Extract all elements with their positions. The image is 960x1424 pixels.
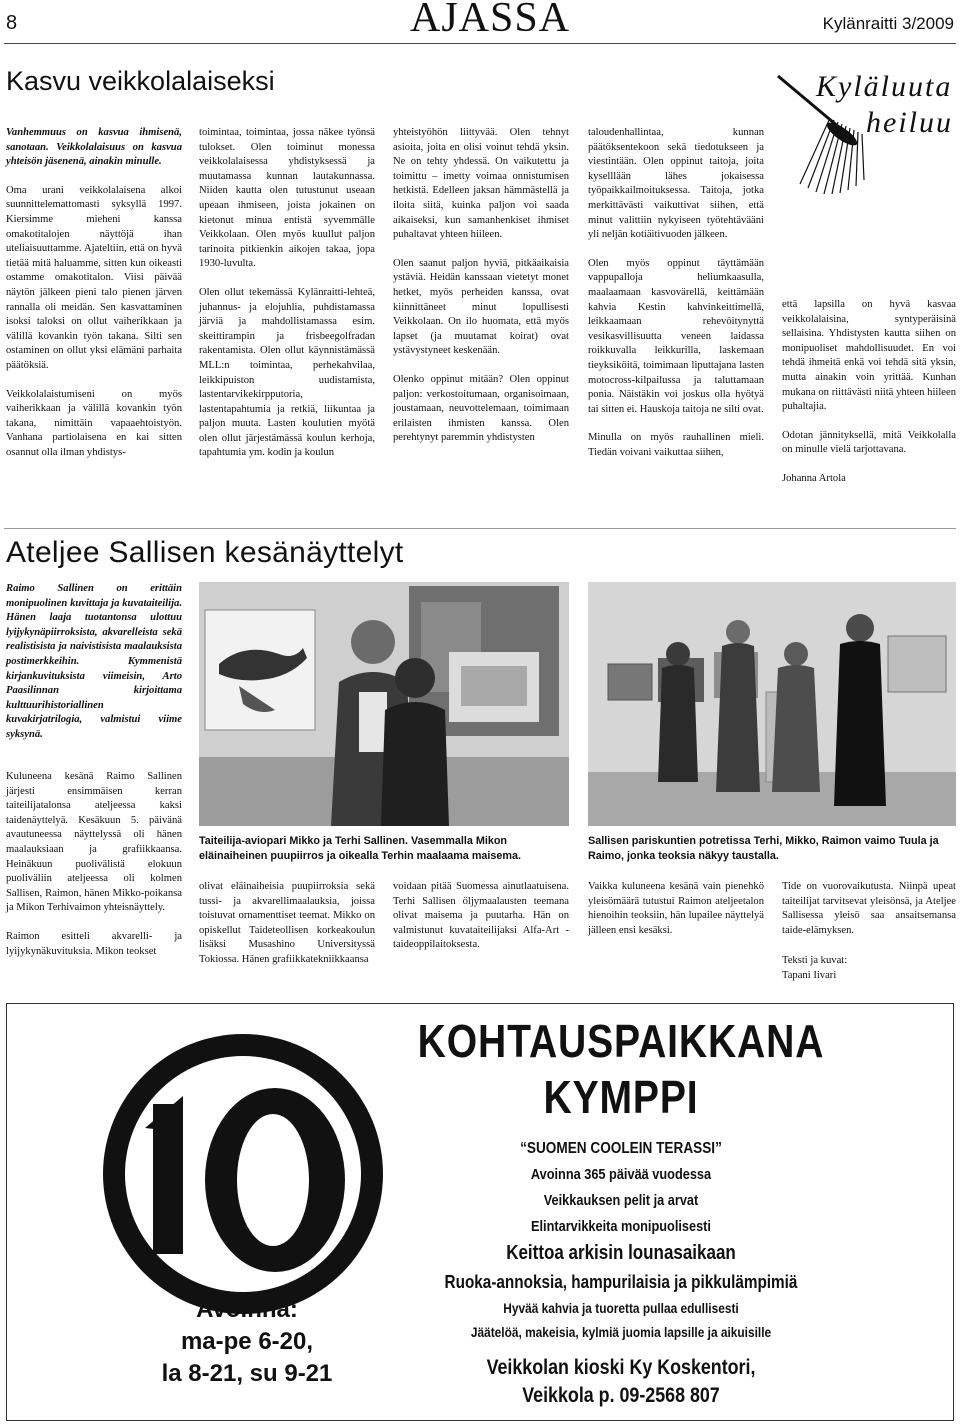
article2-col2-p1: olivat eläinaiheisia puupiirroksia sekä tussi- ja akvarellimaalauksia, joissa toistuvat ornamenttiset teemat. Mikko on opiskellut Taideteollisen korkeakoulun lisäksi Musashino Universityssä Tokiossa. Hänen grafiikkatekniikkaansa [199, 881, 375, 965]
article1-col3 [393, 126, 569, 446]
article2-col4 [588, 880, 764, 938]
article1-col5-p2: Odotan jännityksellä, mitä Veikkolalla on minulle vielä tarjottavana. [782, 429, 956, 456]
article1-col2-p1: toimintaa, toimintaa, jossa näkee työnsä tulokset. Olen toiminut monessa veikkolalaisessa yhdistyksessä ja muutamassa kunnan lautakunnassa. Niiden kautta olen tutustunut useaan upeaan ihmiseen, joista jokainen on kietonut minua entistä syvemmälle Veikkolaan. Olen myös kuullut paljon tarinoita pitkienkin aikojen takaa, jopa 1930-luvulta. [199, 127, 375, 270]
photo-mikko-terhi [199, 582, 569, 826]
logo-text-2: heiluu [866, 106, 953, 139]
article2-credit-1: Teksti ja kuvat: [782, 955, 848, 967]
article2-col5 [782, 880, 956, 984]
article1-title: Kasvu veikkolalaiseksi [6, 66, 275, 96]
ad-line-terassi: “SUOMEN COOLEIN TERASSI” [520, 1140, 722, 1157]
article1-lead: Vanhemmuus on kasvua ihmisenä, sanotaan. Veikkolalaisuus on kasvua yhteisön jäsenenä, ainakin minulle. [6, 127, 182, 168]
article1-col3-p3: Olenko oppinut mitään? Olen oppinut paljon: verkostoitumaan, organisoimaan, joustamaan, neuvottelemaan, toimimaan erilaisten ihmisten kanssa. Olen perehtynyt paremmin yhdistysten [393, 373, 569, 444]
article2-lead-col [6, 582, 182, 743]
ad-title-1: KOHTAUSPAIKKANA [417, 1015, 825, 1067]
article1-col5-p1: että lapsilla on hyvä kasvaa veikkolalaisina, syntyperäisinä sellaisina. Yhdistysten kautta siihen on monipuoliset mahdollisuudet. En voi tehdä ihmeitä enkä voi tehdä sitä yksin, mutta ainakin voin yrittää. Kunhan mukana on riittävästi niitä yhteen hiileen puhaltajia. [782, 299, 956, 413]
ad-line-keittoa: Keittoa arkisin lounasaikaan [506, 1242, 736, 1264]
header-rule [4, 43, 956, 44]
article2-title: Ateljee Sallisen kesänäyttelyt [6, 536, 404, 569]
article1-col4-p1: taloudenhallintaa, kunnan päätöksentekoon sekä tiedotukseen ja viestintään. Olen oppinut taitoja, joita kyselllään lähes jokaisessa työpaikkailmoituksessa. Taitoja, jotka merkittävästi vaikuttivat siihen, että minut valittiin nykyiseen työtehtävääni yli neljän kotiäitivuoden jälkeen. [588, 127, 764, 241]
logo-text-1: Kyläluuta [816, 70, 953, 103]
section-title: AJASSA [410, 0, 571, 41]
article2-col3 [393, 880, 569, 953]
article1-col1 [6, 126, 182, 460]
article2-col1 [6, 770, 182, 959]
article1-col1-p1: Oma urani veikkolalaisena alkoi suunnittelemattomasti syksyllä 1997. Kiersimme mieheni kanssa omakotitalojen näyttöjä ihan uteliaisuuttamme. Ajateltiin, että on hyvä tietää mitä haluamme, sitten kun oikeasti ostamme omakotitalon. Viisi päivää näytön jälkeen pieni talo pienen järven rannalla oli meidän. Sen kasvattaminen isoksi taloksi on ollut vaiherikkaan ja välillä kovankin työn takana. Silti sen ostaminen on ollut yksi elämäni parhaita päätöksiä. [6, 184, 182, 371]
caption-photo-2: Sallisen pariskuntien potretissa Terhi, Mikko, Raimon vaimo Tuula ja Raimo, jonka teoksia näkyy taustalla. [588, 835, 939, 862]
article2-col2 [199, 880, 375, 968]
article2-col4-p1: Vaikka kuluneena kesänä vain pienehkö yleisömäärä tutustui Raimon ateljeetalon hienoihin teoksiin, hän lupailee näyttelyä jälleen ensi kesäksi. [588, 881, 764, 936]
article1-col5 [782, 298, 956, 487]
page-number: 8 [6, 12, 18, 34]
hours-weekend: la 8-21, su 9-21 [161, 1360, 333, 1387]
article-divider [4, 528, 956, 529]
article1-col1-p2: Veikkolalaistumiseni on myös vaiherikkaan ja välillä kovankin työn takana, nimittäin vapaaehtoistyön. Vanhana partiolaisena en kai sitten osannut olla ilman yhdistys- [6, 388, 182, 458]
article1-col3-p2: Olen saanut paljon hyviä, pitkäaikaisia ystäviä. Heidän kanssaan vietetyt monet hetket, myös perheiden kanssa, ovat kiinnittäneet minut lopullisesti Veikkolaan. On ilo huomata, että myös lapset (ja muutamat koirat) ovat ystävystyneet keskenään. [393, 257, 569, 357]
ad-footer-2: Veikkola p. 09-2568 807 [522, 1384, 720, 1407]
caption-photo-1: Taiteilija-aviopari Mikko ja Terhi Sallinen. Vasemmalla Mikon eläinaiheinen puupiirros ja oikealla Terhin maalaama maisema. [199, 835, 522, 862]
ad-line-elintarvikkeita: Elintarvikkeita monipuolisesti [531, 1218, 711, 1235]
article1-col4-p3: Minulla on myös rauhallinen mieli. Tiedän voivani vaikuttaa siihen, [588, 432, 764, 458]
ad-line-jaatelo: Jäätelöä, makeisia, kylmiä juomia lapsille ja aikuisille [470, 1324, 772, 1340]
ad-line-kahvia: Hyvää kahvia ja tuoretta pullaa edullisesti [503, 1300, 739, 1316]
article1-col3-p1: yhteistyöhön liittyvää. Olen tehnyt asioita, joita en olisi voinut tehdä yksin. Ne on tehty yhdessä. On vaikutettu ja toimittu – imetty voimaa onnistumisen hetkistä. Edelleen jaksan hämmästellä ja iloita siitä, kuinka paljon voi saada aikaiseksi, kun samanhenkiset ihmiset puhaltavat yhteen hiileen. [393, 127, 569, 241]
photo-sallinen-couples [588, 582, 956, 826]
kylaluuta-logo [770, 66, 956, 196]
article2-col1-p1: Kuluneena kesänä Raimo Sallinen järjesti ensimmäisen kerran taiteilijatalonsa ateljeessa kaksi taidenäyttelyä. Kesäkuun 5. päivänä avautuneessa näyttelyssä oli hänen maalauksiaan ja grafiikkaansa. Heinäkuun puolivälistä elokuun puoliväliin ateljeessa oli kolmen Sallisen, Raimon, hänen Mikko-poikansa ja Mikon Terhivaimon yhteisnäyttely. [6, 771, 182, 914]
article1-col2-p2: Olen ollut tekemässä Kylänraitti-lehteä, juhannus- ja elojuhlia, puhdistamassa järviä ja mahdollistamassa esim. skeittirampin ja frisbeegolfradan rakentamista. Olen ollut käynnistämässä MLL:n toimintaa, perhekahvilaa, leikkipuiston uudistamista, lastentarvikekirpputoria, lastentapahtumia ja retkiä, liikuntaa ja paljon muuta. Lasten koulutien myötä olen ollut järjestämässä koulun kerhoja, tapahtumia ym. kodin ja koulun [199, 286, 375, 459]
open-label: Avoinna: [196, 1296, 298, 1323]
article1-signature: Johanna Artola [782, 472, 846, 484]
article2-col5-p1: Tide on vuorovaikutusta. Niinpä upeat taiteilijat tarvitsevat yleisönsä, ja Ateljee Sallisessa yleisö saa ansaitsemansa taide-elämyksen. [782, 881, 956, 936]
hours-weekdays: ma-pe 6-20, [180, 1328, 314, 1355]
kioski-ad [6, 1003, 954, 1421]
article1-col4-p2: Olen myös oppinut täyttämään vappupalloja heliumkaasulla, maalaamaan kasvovärellä, keittämään kahvia Kestin kahvinkeittimellä, leikkaamaan rehevöitynyttä vesikasvillisuutta veneen laidassa roikkuvalla leikkurilla, laskemaan tieyksiköitä, toimimaan liputtajana lasten motocross-kilpailussa ja taluttamaan ponia. Näistäkin voi joskus olla hyötyä tai sitten ei. Hauskoja taitoja ne silti ovat. [588, 257, 764, 415]
ad-footer-1: Veikkolan kioski Ky Koskentori, [486, 1356, 756, 1379]
kymppi-logo [101, 1032, 385, 1316]
issue-label: Kylänraitti 3/2009 [822, 14, 954, 33]
ad-line-ruoka: Ruoka-annoksia, hampurilaisia ja pikkulämpimiä [444, 1272, 798, 1292]
ten-logo-icon [101, 1032, 385, 1316]
article2-col1-p2: Raimon esitteli akvarelli- ja lyijykynäkuvituksia. Mikon teokset [6, 930, 182, 957]
article2-col3-p1: voidaan pitää Suomessa ainutlaatuisena. Terhi Sallisen öljymaalausten teemana olivat maisema ja puutarha. Hän on valmistunut kuvataiteilijaksi Alfa-Art -taideoppilaitoksesta. [393, 881, 569, 951]
gallery-photo-2 [588, 582, 956, 826]
ad-title-2: KYMPPI [543, 1071, 699, 1123]
article2-lead: Raimo Sallinen on erittäin monipuolinen kuvittaja ja kuvataiteilija. Hänen laaja tuotantonsa ulottuu lyijykynäpiirroksista, akvarelleista sekä realistisista ja naivistisista maalauksista postimerkkeihin. Kymmenistä kirjankuvituksista viimeisin, Arto Paasilinnan kirjoittama kulttuurihistoriallinen kuvakirjatrilogia, valmistui viime syksynä. [6, 583, 182, 740]
article1-col2 [199, 126, 375, 461]
article2-credit-2: Tapani Iivari [782, 969, 837, 981]
ad-line-veikkaus: Veikkauksen pelit ja arvat [543, 1192, 699, 1209]
gallery-photo-1 [199, 582, 569, 826]
article1-col4 [588, 126, 764, 460]
ad-line-open: Avoinna 365 päivää vuodessa [530, 1166, 712, 1183]
